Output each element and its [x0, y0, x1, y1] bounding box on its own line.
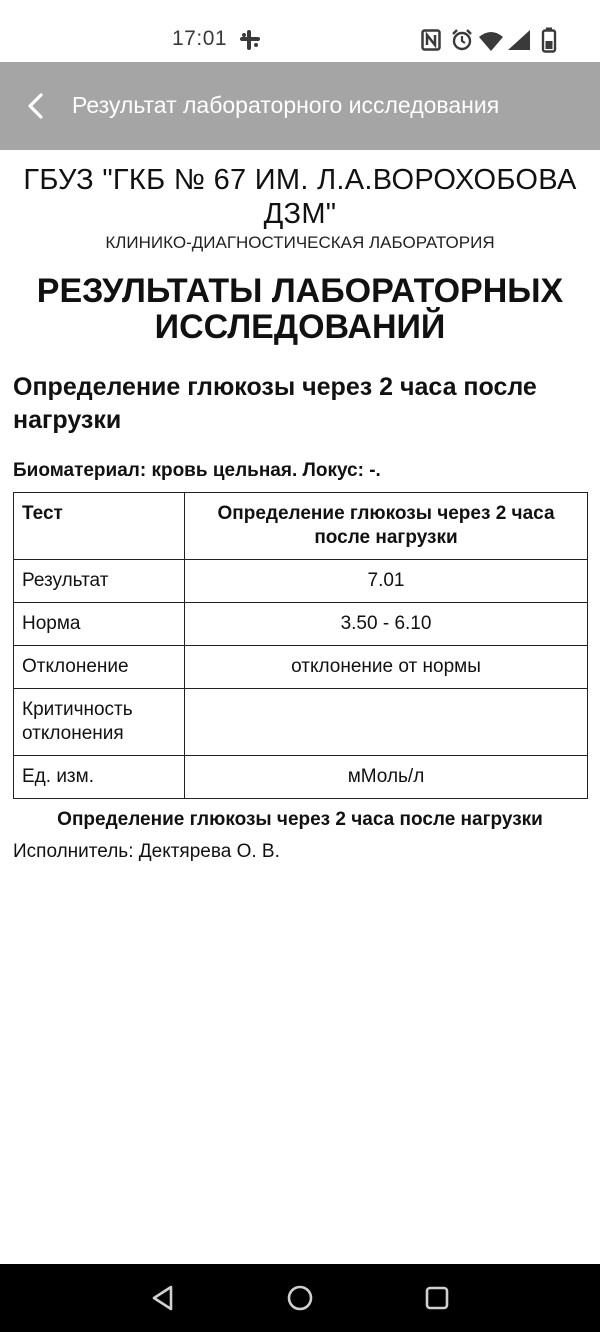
table-row: [14, 560, 588, 603]
row-value: [185, 689, 588, 756]
executor: Исполнитель: Дектярева О. В.: [13, 841, 280, 862]
signal-icon: [507, 29, 531, 51]
back-button[interactable]: [14, 84, 58, 128]
row-label: Результат: [14, 560, 185, 603]
row-label: Норма: [14, 603, 185, 646]
page-title: РЕЗУЛЬТАТЫ ЛАБОРАТОРНЫХ ИССЛЕДОВАНИЙ: [36, 272, 564, 346]
status-bar: [0, 0, 600, 62]
recents-square-icon: [423, 1284, 451, 1312]
status-time: 17:01: [172, 27, 228, 50]
row-value: 7.01: [185, 560, 588, 603]
table-row: [14, 646, 588, 689]
row-value: 3.50 - 6.10: [185, 603, 588, 646]
nav-home-button[interactable]: [280, 1278, 320, 1318]
org-subtitle: КЛИНИКО-ДИАГНОСТИЧЕСКАЯ ЛАБОРАТОРИЯ: [105, 233, 495, 252]
table-header-value: Определение глюкозы через 2 часа после нагрузки: [185, 493, 588, 560]
row-label: Ед. изм.: [14, 756, 185, 799]
report-content: [0, 150, 600, 864]
alarm-icon: [450, 28, 474, 52]
wifi-icon: [478, 30, 504, 52]
home-circle-icon: [286, 1284, 314, 1312]
app-title: Результат лабораторного исследования: [72, 92, 500, 118]
table-row: [14, 689, 588, 756]
navigation-bar: [0, 1264, 600, 1332]
biomaterial-info: Биоматериал: кровь цельная. Локус: -.: [13, 460, 381, 481]
table-header-row: [14, 493, 588, 560]
back-triangle-icon: [149, 1284, 177, 1312]
chevron-left-icon: [25, 92, 47, 120]
table-header-label: Тест: [14, 493, 185, 560]
test-title: Определение глюкозы через 2 часа после нагрузки: [13, 373, 537, 434]
nav-back-button[interactable]: [143, 1278, 183, 1318]
table-caption: Определение глюкозы через 2 часа после нагрузки: [57, 809, 543, 830]
row-label: Отклонение: [14, 646, 185, 689]
nfc-icon: [421, 29, 441, 51]
row-value: мМоль/л: [185, 756, 588, 799]
app-bar: [0, 62, 600, 150]
row-label: Критичность отклонения: [14, 689, 185, 756]
row-value: отклонение от нормы: [185, 646, 588, 689]
table-row: [14, 756, 588, 799]
table-row: [14, 603, 588, 646]
battery-icon: [541, 27, 557, 53]
org-name: ГБУЗ "ГКБ № 67 ИМ. Л.А.ВОРОХОБОВА ДЗМ": [23, 164, 577, 230]
slack-icon: [239, 29, 261, 51]
results-table: [13, 492, 588, 799]
nav-recents-button[interactable]: [417, 1278, 457, 1318]
